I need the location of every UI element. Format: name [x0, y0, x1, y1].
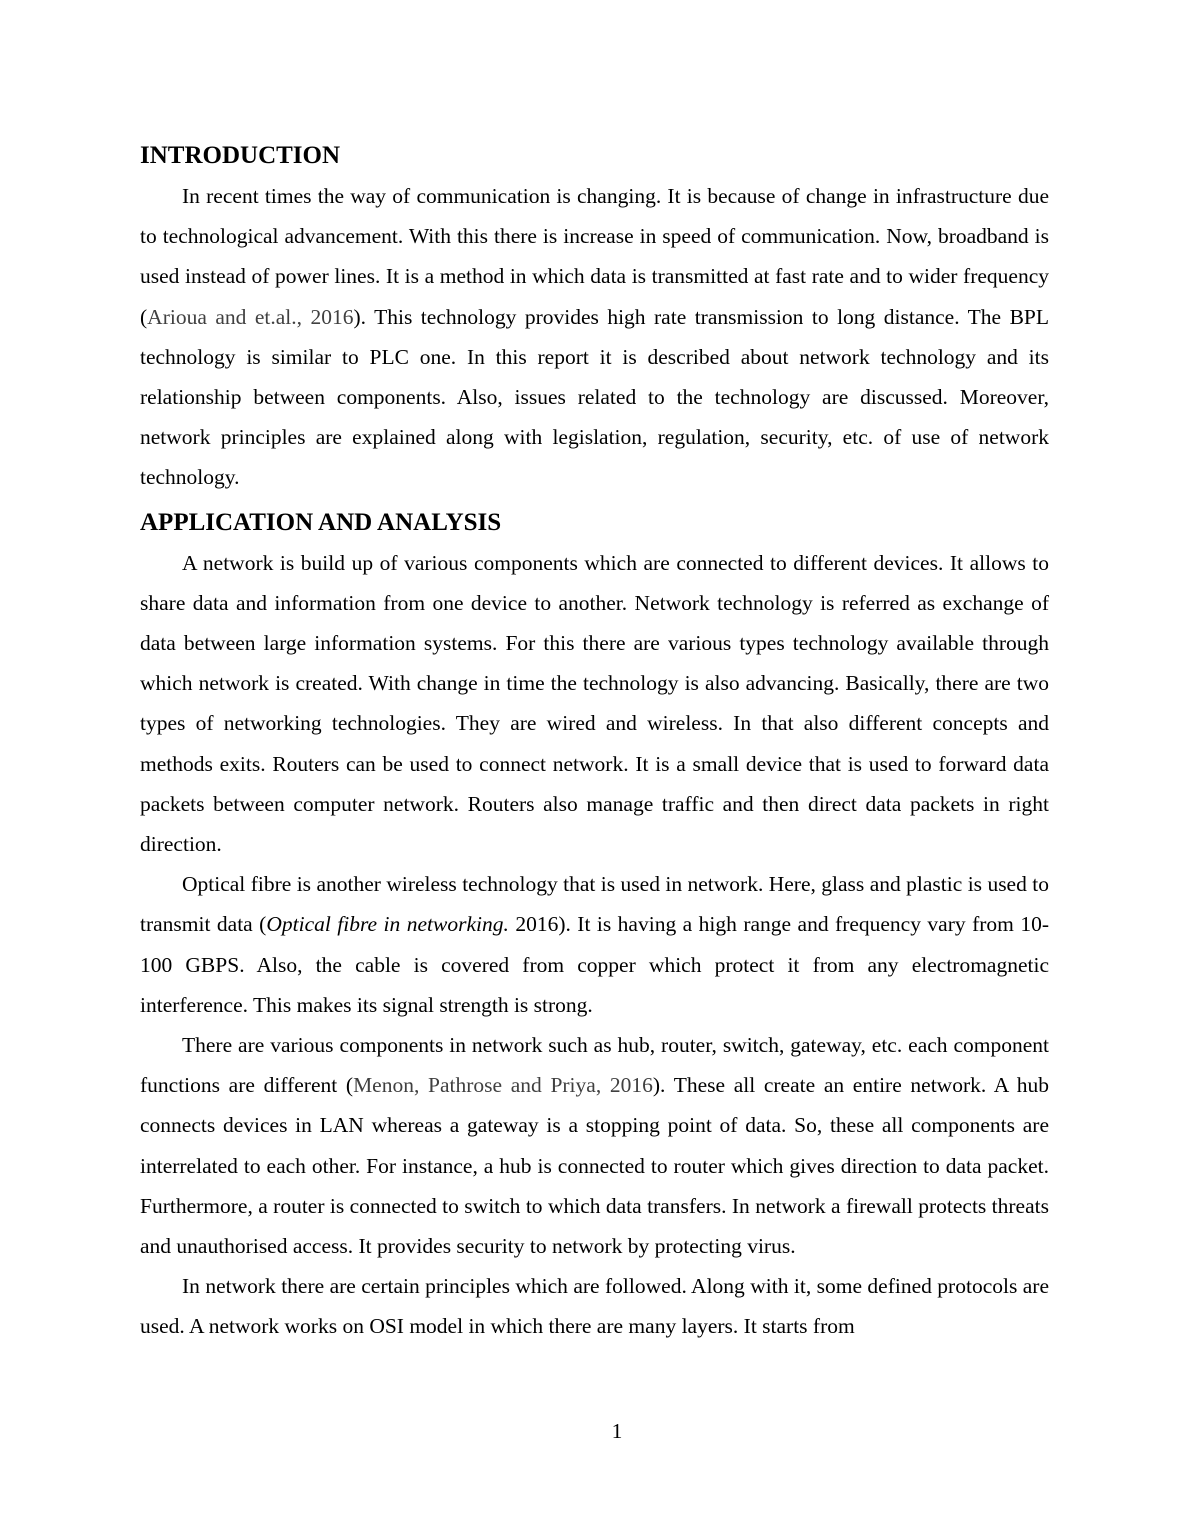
intro-paragraph-text-1: In recent times the way of communication is changing. It is because of change in infrastructure due to technological advancement. With this there is increase in speed of communication. Now, broadband is used instead of power lines. It is a method in which data is transmitted at fast rate and to wider frequency (: [140, 184, 1049, 329]
citation-optical-fibre: Optical fibre in networking.: [266, 912, 509, 937]
document-body: [140, 138, 1049, 1347]
heading-introduction: INTRODUCTION: [140, 142, 341, 169]
page-number: 1: [611, 1419, 623, 1443]
analysis-paragraph-2-text-2: 2016). It is having a high range and frequency vary from 10-100 GBPS. Also, the cable is covered from copper which protect it from any electromagnetic interference. This makes its signal strength is strong.: [140, 912, 1049, 1017]
analysis-paragraph-2: [140, 864, 1049, 1025]
intro-paragraph: [140, 176, 1049, 498]
analysis-paragraph-1: A network is build up of various components which are connected to different devices. It allows to share data and information from one device to another. Network technology is referred as exchange of data between large information systems. For this there are various types technology available through which network is created. With change in time the technology is also advancing. Basically, there are two types of networking technologies. They are wired and wireless. In that also different concepts and methods exits. Routers can be used to connect network. It is a small device that is used to forward data packets between computer network. Routers also manage traffic and then direct data packets in right direction.: [140, 550, 1049, 857]
analysis-paragraph-4: In network there are certain principles which are followed. Along with it, some defined protocols are used. A network works on OSI model in which there are many layers. It starts from: [140, 1274, 1049, 1339]
intro-paragraph-text-2: ). This technology provides high rate transmission to long distance. The BPL technology is similar to PLC one. In this report it is described about network technology and its relationship between components. Also, issues related to the technology are discussed. Moreover, network principles are explained along with legislation, regulation, security, etc. of use of network technology.: [140, 304, 1049, 490]
analysis-paragraph-3-text-1: There are various components in network such as hub, router, switch, gateway, etc. each component functions are different (: [140, 1033, 1049, 1098]
analysis-paragraph-3: [140, 1025, 1049, 1266]
citation-arioua: Arioua and et.al., 2016: [147, 304, 354, 329]
heading-application-analysis: APPLICATION AND ANALYSIS: [140, 508, 502, 536]
citation-menon: Menon, Pathrose and Priya, 2016: [353, 1073, 653, 1098]
analysis-paragraph-3-text-2: ). These all create an entire network. A hub connects devices in LAN whereas a gateway is a stopping point of data. So, these all components are interrelated to each other. For instance, a hub is connected to router which gives direction to data packet. Furthermore, a router is connected to switch to which data transfers. In network a firewall protects threats and unauthorised access. It provides security to network by protecting virus.: [140, 1073, 1049, 1259]
analysis-paragraph-2-text-1: Optical fibre is another wireless technology that is used in network. Here, glass and plastic is used to transmit data (: [140, 872, 1049, 937]
